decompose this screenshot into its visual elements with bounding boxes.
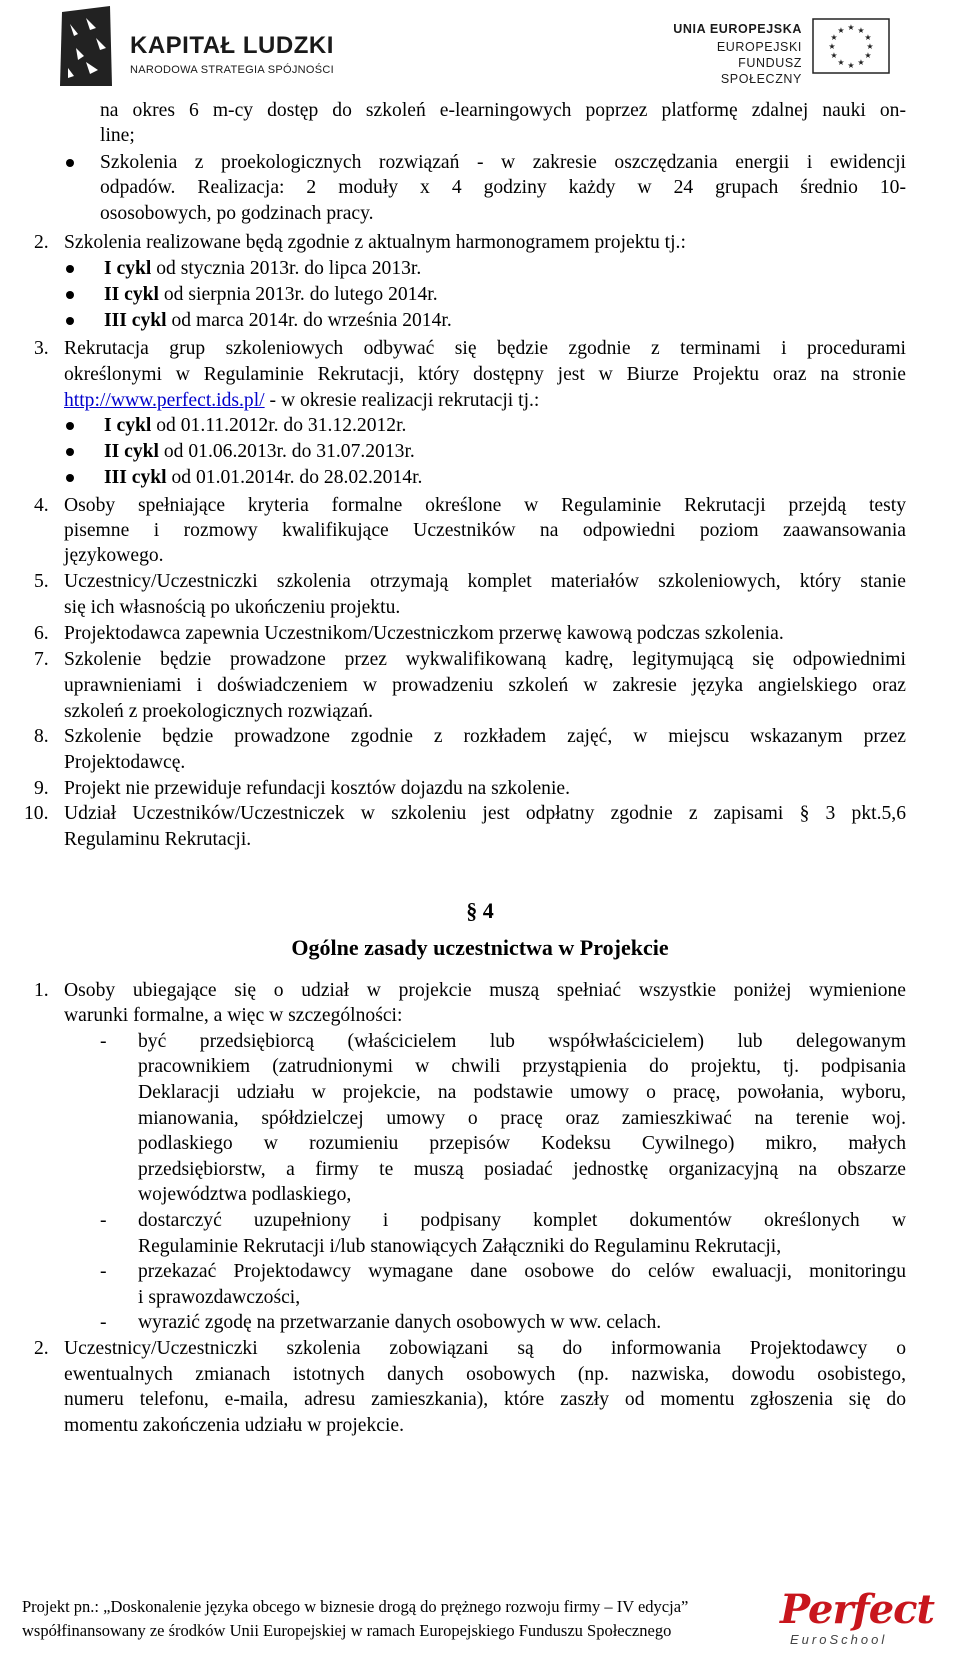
item7-number: 7. [34,649,49,670]
item2-cycle2-dates: od sierpnia 2013r. do lutego 2014r. [158,284,438,305]
item7-line3: szkoleń z proekologicznych rozwiązań. [64,701,374,722]
d1-line2: pracownikiem (zatrudnionymi w chwili przystąpienia do projektu, tj. podpisania [138,1056,906,1077]
item4-line3: językowego. [64,545,164,566]
item3-line3-rest: - w okresie realizacji rekrutacji tj.: [264,390,540,411]
item2-cycle1 [104,256,421,281]
euroschool-logo-text: EuroSchool [790,1632,888,1647]
svg-text:★: ★ [864,51,872,60]
item5-line1: Uczestnicy/Uczestniczki szkolenia otrzymają komplet materiałów szkoleniowych, który stanie [64,571,906,592]
item9-line1: Projekt nie przewiduje refundacji kosztów dojazdu na szkolenie. [64,778,571,799]
item4-line1: Osoby spełniające kryteria formalne określone w Regulaminie Rekrutacji przejdą testy [64,495,906,516]
s4-item2-line3: numeru telefonu, e-maila, adresu zamieszkania), które zaszły od momentu zgłoszenia się do [64,1389,906,1410]
item3-cycle3-dates: od 01.01.2014r. do 28.02.2014r. [166,467,423,488]
item9-number: 9. [34,778,49,799]
item3-cycle1-label: I cykl [104,415,152,436]
bullet-icon [66,291,74,299]
item2-cycle3-dates: od marca 2014r. do września 2014r. [166,310,452,331]
dash-marker: - [100,1261,107,1282]
item2-cycle3-label: III cykl [104,310,167,331]
svg-text:★: ★ [837,58,845,67]
d3-line1: przekazać Projektodawcy wymagane dane osobowe do celów ewaluacji, monitoringu [138,1261,906,1282]
footer-line1: Projekt pn.: „Doskonalenie języka obcego w biznesie drogą do prężnego rozwoju firmy – IV edycja” [22,1597,689,1616]
item3-cycle2-dates: od 01.06.2013r. do 31.07.2013r. [158,441,415,462]
intro-bullet2-line2: odpadów. Realizacja: 2 moduły x 4 godziny każdy w 24 grupach średnio 10- [100,177,906,198]
s4-item2-number: 2. [34,1338,49,1359]
item3-line2: określonymi w Regulaminie Rekrutacji, który dostępny jest w Biurze Projektu oraz na stronie [64,364,906,385]
intro-bullet1-line2: line; [100,125,135,146]
kapital-ludzki-subtitle: NARODOWA STRATEGIA SPÓJNOŚCI [130,64,334,76]
intro-bullet2-line3: ososobowych, po godzinach pracy. [100,203,374,224]
item3-cycle2 [104,439,415,464]
d1-line1: być przedsiębiorcą (właścicielem lub współwłaścicielem) lub delegowanym [138,1031,906,1052]
bullet-icon [66,422,74,430]
s4-item1-line2: warunki formalne, a więc w szczególności: [64,1005,403,1026]
perfect-logo-text: Perfect [780,1586,935,1633]
svg-text:★: ★ [847,23,855,32]
s4-item2-line2: ewentualnych zmianach istotnych danych osobowych (np. nazwiska, dowodu osobistego, [64,1364,906,1385]
intro-bullet1-line1: na okres 6 m-cy dostęp do szkoleń e-learningowych poprzez platformę zdalnej nauki on- [100,100,906,121]
kapital-ludzki-title: KAPITAŁ LUDZKI [130,32,334,59]
d2-line1: dostarczyć uzupełniony i podpisany komplet dokumentów określonych w [138,1210,906,1231]
svg-text:★: ★ [864,33,872,42]
item10-line1: Udział Uczestników/Uczestniczek w szkoleniu jest odpłatny zgodnie z zapisami § 3 pkt.5,6 [64,803,906,824]
section-number: § 4 [466,898,494,923]
item3-line1: Rekrutacja grup szkoleniowych odbywać się będzie zgodnie z terminami i procedurami [64,338,906,359]
bullet-icon [66,159,74,167]
svg-text:★: ★ [837,26,845,35]
svg-text:★: ★ [830,33,838,42]
svg-text:★: ★ [847,61,855,70]
item5-line2: się ich własnością po ukończeniu projektu. [64,597,401,618]
item3-line3 [64,388,539,413]
item4-number: 4. [34,495,49,516]
eu-logo-line3: FUNDUSZ SPOŁECZNY [720,56,802,86]
eu-logo [660,18,900,86]
item10-line2: Regulaminu Rekrutacji. [64,829,252,850]
item8-line1: Szkolenie będzie prowadzone zgodnie z rozkładem zajęć, w miejscu wskazanym przez [64,726,906,747]
d1-line7: województwa podlaskiego, [138,1184,352,1205]
item3-cycle2-label: II cykl [104,441,159,462]
section-title: Ogólne zasady uczestnictwa w Projekcie [291,935,669,960]
item3-cycle1 [104,413,406,438]
eu-logo-line1: UNIA EUROPEJSKA [673,22,802,36]
kapital-ludzki-emblem-icon [56,4,116,88]
eu-flag-icon [812,18,890,74]
footer-line2: współfinansowany ze środków Unii Europejskiej w ramach Europejskiego Funduszu Społecznego [22,1621,672,1640]
item2-number: 2. [34,232,49,253]
item8-number: 8. [34,726,49,747]
d4-line1: wyrazić zgodę na przetwarzanie danych osobowych w ww. celach. [138,1312,662,1333]
eu-logo-line2: EUROPEJSKI [716,40,802,54]
item3-number: 3. [34,338,49,359]
item6-number: 6. [34,623,49,644]
item2-text: Szkolenia realizowane będą zgodnie z aktualnym harmonogramem projektu tj.: [64,232,686,253]
item6-line1: Projektodawca zapewnia Uczestnikom/Uczestniczkom przerwę kawową podczas szkolenia. [64,623,784,644]
project-website-link[interactable]: http://www.perfect.ids.pl/ [64,390,265,411]
svg-text:★: ★ [857,26,865,35]
item3-cycle1-dates: od 01.11.2012r. do 31.12.2012r. [151,415,407,436]
dash-marker: - [100,1312,107,1333]
item3-cycle3-label: III cykl [104,467,167,488]
d3-line2: i sprawozdawczości, [138,1287,301,1308]
bullet-icon [66,265,74,273]
bullet-icon [66,448,74,456]
dash-marker: - [100,1210,107,1231]
svg-text:★: ★ [828,42,836,51]
item3-cycle3 [104,465,422,490]
dash-marker: - [100,1031,107,1052]
svg-text:★: ★ [830,51,838,60]
item10-number: 10. [24,803,49,824]
s4-item2-line1: Uczestnicy/Uczestniczki szkolenia zobowiązani są do informowania Projektodawcy o [64,1338,906,1359]
item4-line2: pisemne i rozmowy kwalifikujące Uczestników na odpowiedni poziom zaawansowania [64,520,906,541]
page-footer [22,1595,688,1643]
kapital-ludzki-logo [56,4,346,90]
item7-line1: Szkolenie będzie prowadzone przez wykwalifikowaną kadrę, legitymującą się odpowiednimi [64,649,906,670]
d1-line3: Deklaracji udziału w projekcie, na podstawie umowy o pracę, powołania, wyboru, [138,1082,906,1103]
item2-cycle1-dates: od stycznia 2013r. do lipca 2013r. [151,258,422,279]
bullet-icon [66,474,74,482]
s4-item1-line1: Osoby ubiegające się o udział w projekcie muszą spełniać wszystkie poniżej wymienione [64,980,906,1001]
item7-line2: uprawnieniami i doświadczeniem w prowadzeniu szkoleń w zakresie języka angielskiego oraz [64,675,906,696]
d1-line5: podlaskiego w rozumieniu przepisów Kodeksu Cywilnego) mikro, małych [138,1133,906,1154]
s4-item1-number: 1. [34,980,49,1001]
item5-number: 5. [34,571,49,592]
svg-text:★: ★ [866,42,874,51]
item2-cycle2-label: II cykl [104,284,159,305]
d2-line2: Regulaminie Rekrutacji i/lub stanowiących Załączniki do Regulaminu Rekrutacji, [138,1236,782,1257]
perfect-euroschool-logo [776,1586,935,1650]
d1-line6: przedsiębiorstw, a firmy te muszą posiadać jednostkę organizacyjną na obszarze [138,1159,906,1180]
item8-line2: Projektodawcę. [64,752,186,773]
bullet-icon [66,317,74,325]
item2-cycle3 [104,308,452,333]
s4-item2-line4: momentu zakończenia udziału w projekcie. [64,1415,405,1436]
item2-cycle2 [104,282,438,307]
intro-bullet2-line1: Szkolenia z proekologicznych rozwiązań - w zakresie oszczędzania energii i ewidencji [100,152,906,173]
svg-text:★: ★ [857,58,865,67]
d1-line4: mianowania, spółdzielczej umowy o pracę oraz zamieszkiwać na terenie woj. [138,1108,906,1129]
item2-cycle1-label: I cykl [104,258,152,279]
